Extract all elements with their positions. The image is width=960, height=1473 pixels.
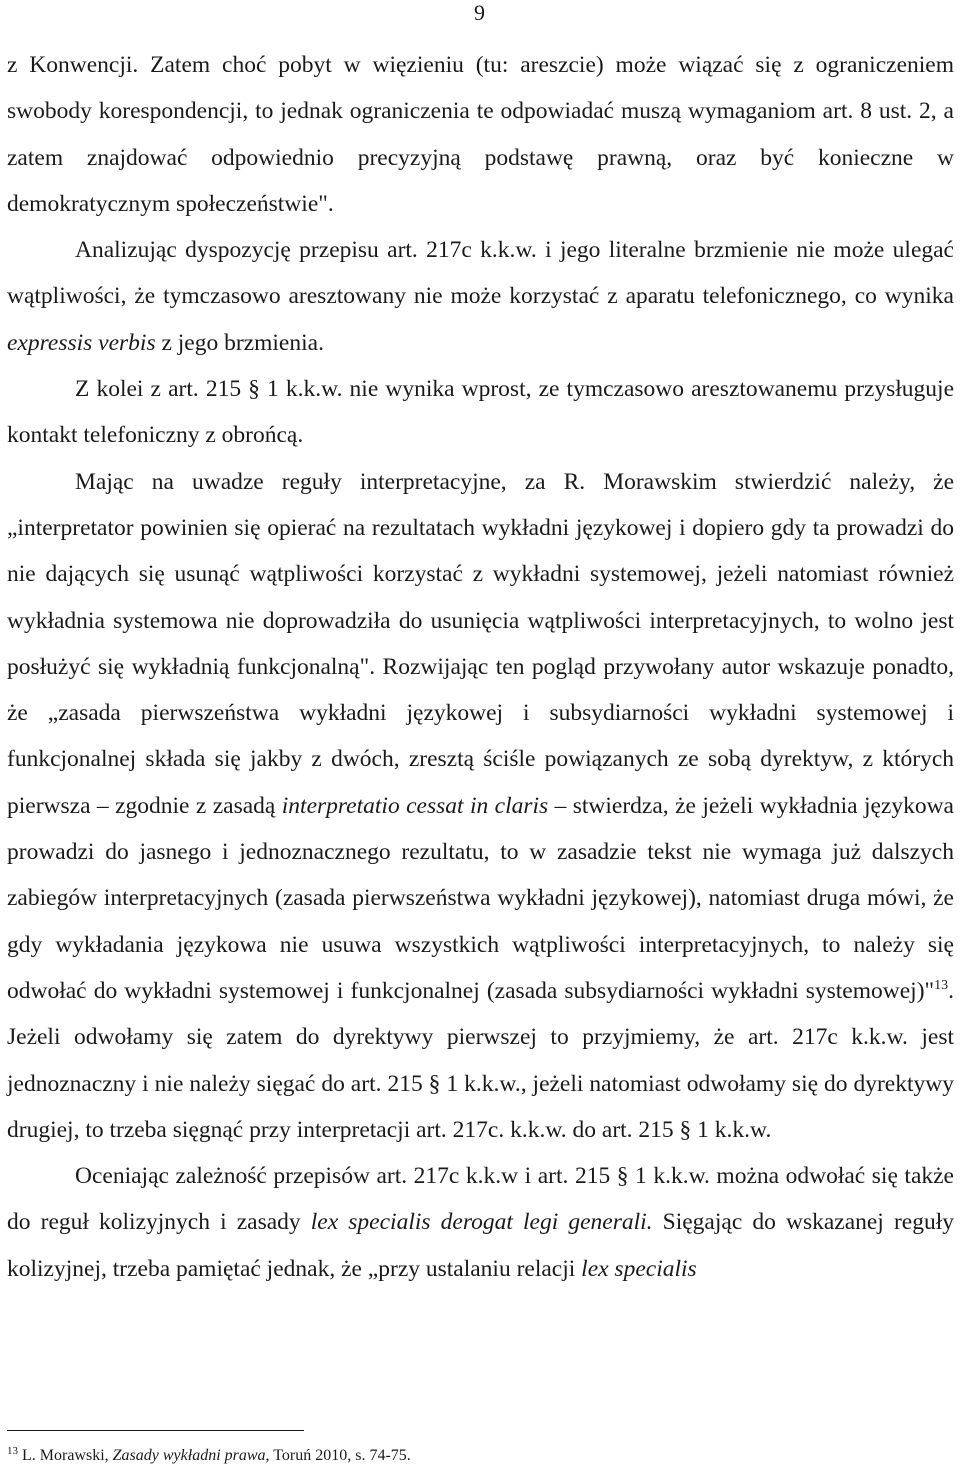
italic-text-run: lex specialis derogat legi generali.: [310, 1209, 653, 1236]
body-text: [7, 42, 954, 1292]
text-run: . Jeżeli odwołamy się zatem do dyrektywy pierwszej to przyjmiemy, że art. 217c k.k.w. jest jednoznaczny i nie należy sięgać do art. 215 § 1 k.k.w., jeżeli natomiast odwołamy się do dyrektywy drugiej, to trzeba sięgnąć przy interpretacji art. 217c. k.k.w. do art. 215 § 1 k.k.w.: [7, 977, 954, 1143]
footnote: [7, 1445, 947, 1467]
text-run: L. Morawski,: [18, 1447, 113, 1464]
paragraph: [7, 459, 954, 1153]
text-run: Sięgając do wskazanej reguły kolizyjnej, trzeba pamiętać jednak, że „przy ustalaniu relacji: [7, 1209, 954, 1282]
text-run: – stwierdza, że jeżeli wykładnia językowa prowadzi do jasnego i jednoznacznego rezultatu, to w zasadzie tekst nie wymaga już dalszych zabiegów interpretacyjnych (zasada pierwszeństwa wykładni językowej), natomiast druga mówi, że gdy wykładania językowa nie usuwa wszystkich wątpliwości interpretacyjnych, to należy się odwołać do wykładni systemowej i funkcjonalnej (zasada subsydiarności wykładni systemowej)": [7, 792, 954, 1004]
text-run: z jego brzmienia.: [155, 329, 324, 356]
text-run: z Konwencji. Zatem choć pobyt w więzieniu (tu: areszcie) może wiązać się z ograniczeniem swobody korespondencji, to jednak ograniczenia te odpowiadać muszą wymaganiom art. 8 ust. 2, a zatem znajdować odpowiednio precyzyjną podstawę prawną, oraz być konieczne w demokratycznym społeczeństwie".: [7, 52, 954, 217]
paragraph: [7, 42, 954, 227]
footnote-text: [18, 1447, 411, 1464]
paragraph: [7, 227, 954, 366]
italic-text-run: lex specialis: [581, 1255, 697, 1282]
text-run: Analizując dyspozycję przepisu art. 217c k.k.w. i jego literalne brzmienie nie może ulegać wątpliwości, że tymczasowo aresztowany nie może korzystać z aparatu telefonicznego, co wynika: [7, 237, 954, 310]
page-number: 9: [474, 0, 485, 25]
text-run: , Toruń 2010, s. 74-75.: [265, 1447, 411, 1464]
text-run: Oceniając zależność przepisów art. 217c k.k.w i art. 215 § 1 k.k.w. można odwołać się także do reguł kolizyjnych i zasady: [7, 1163, 954, 1236]
footnote-mark: 13: [7, 1445, 18, 1457]
italic-text-run: expressis verbis: [7, 329, 156, 356]
italic-text-run: interpretatio cessat in claris: [281, 792, 549, 819]
footnote-reference: 13: [934, 977, 949, 993]
paragraph: [7, 366, 954, 459]
text-run: Z kolei z art. 215 § 1 k.k.w. nie wynika wprost, ze tymczasowo aresztowanemu przysługuje kontakt telefoniczny z obrońcą.: [7, 376, 954, 449]
paragraph: [7, 1153, 954, 1292]
footnote-separator: [7, 1430, 304, 1431]
text-run: Mając na uwadze reguły interpretacyjne, za R. Morawskim stwierdzić należy, że „interpretator powinien się opierać na rezultatach wykładni językowej i dopiero gdy ta prowadzi do nie dających się usunąć wątpliwości korzystać z wykładni systemowej, jeżeli natomiast również wykładnia systemowa nie doprowadziła do usunięcia wątpliwości interpretacyjnych, to wolno jest posłużyć się wykładnią funkcjonalną". Rozwijając ten pogląd przywołany autor wskazuje ponadto, że „zasada pierwszeństwa wykładni językowej i subsydiarności wykładni systemowej i funkcjonalnej składa się jakby z dwóch, zresztą ściśle powiązanych ze sobą dyrektyw, z których pierwsza – zgodnie z zasadą: [7, 468, 954, 819]
italic-text-run: Zasady wykładni prawa: [112, 1447, 266, 1464]
